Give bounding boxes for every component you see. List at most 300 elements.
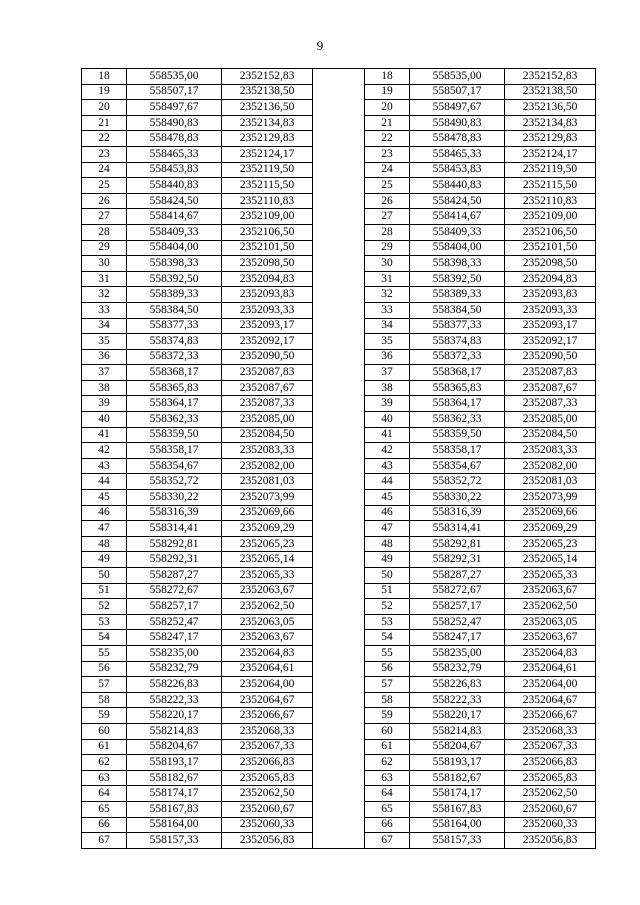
right-x-coordinate-cell: 558358,17	[410, 443, 505, 459]
left-point-number-cell: 23	[82, 146, 127, 162]
right-point-number-cell: 37	[365, 365, 410, 381]
table-row	[82, 739, 596, 755]
column-gap	[313, 84, 365, 100]
left-x-coordinate-cell: 558292,81	[127, 536, 222, 552]
left-y-coordinate-cell: 2352094,83	[222, 271, 313, 287]
coordinates-table	[81, 68, 596, 849]
table-row	[82, 770, 596, 786]
column-gap	[313, 677, 365, 693]
table-row	[82, 661, 596, 677]
right-y-coordinate-cell: 2352115,50	[505, 178, 596, 194]
right-y-coordinate-cell: 2352119,50	[505, 162, 596, 178]
left-x-coordinate-cell: 558292,31	[127, 552, 222, 568]
column-gap	[313, 739, 365, 755]
left-y-coordinate-cell: 2352064,83	[222, 645, 313, 661]
right-x-coordinate-cell: 558167,83	[410, 801, 505, 817]
column-gap	[313, 536, 365, 552]
left-point-number-cell: 44	[82, 474, 127, 490]
left-y-coordinate-cell: 2352129,83	[222, 131, 313, 147]
left-x-coordinate-cell: 558377,33	[127, 318, 222, 334]
left-point-number-cell: 54	[82, 630, 127, 646]
right-x-coordinate-cell: 558314,41	[410, 521, 505, 537]
right-y-coordinate-cell: 2352066,67	[505, 708, 596, 724]
right-x-coordinate-cell: 558232,79	[410, 661, 505, 677]
left-x-coordinate-cell: 558535,00	[127, 69, 222, 85]
right-point-number-cell: 43	[365, 458, 410, 474]
table-row	[82, 396, 596, 412]
left-point-number-cell: 61	[82, 739, 127, 755]
left-y-coordinate-cell: 2352064,61	[222, 661, 313, 677]
table-row	[82, 552, 596, 568]
left-x-coordinate-cell: 558272,67	[127, 583, 222, 599]
left-y-coordinate-cell: 2352073,99	[222, 490, 313, 506]
right-y-coordinate-cell: 2352062,50	[505, 786, 596, 802]
left-x-coordinate-cell: 558404,00	[127, 240, 222, 256]
left-point-number-cell: 24	[82, 162, 127, 178]
right-x-coordinate-cell: 558392,50	[410, 271, 505, 287]
column-gap	[313, 287, 365, 303]
left-y-coordinate-cell: 2352066,67	[222, 708, 313, 724]
right-y-coordinate-cell: 2352098,50	[505, 256, 596, 272]
left-y-coordinate-cell: 2352106,50	[222, 224, 313, 240]
left-y-coordinate-cell: 2352062,50	[222, 599, 313, 615]
left-point-number-cell: 36	[82, 349, 127, 365]
left-y-coordinate-cell: 2352062,50	[222, 786, 313, 802]
right-y-coordinate-cell: 2352064,67	[505, 692, 596, 708]
left-x-coordinate-cell: 558257,17	[127, 599, 222, 615]
right-x-coordinate-cell: 558414,67	[410, 209, 505, 225]
right-x-coordinate-cell: 558507,17	[410, 84, 505, 100]
right-y-coordinate-cell: 2352084,50	[505, 427, 596, 443]
left-point-number-cell: 28	[82, 224, 127, 240]
right-point-number-cell: 52	[365, 599, 410, 615]
table-row	[82, 240, 596, 256]
right-point-number-cell: 34	[365, 318, 410, 334]
column-gap	[313, 365, 365, 381]
right-point-number-cell: 49	[365, 552, 410, 568]
left-x-coordinate-cell: 558193,17	[127, 755, 222, 771]
left-x-coordinate-cell: 558330,22	[127, 490, 222, 506]
column-gap	[313, 490, 365, 506]
right-point-number-cell: 40	[365, 412, 410, 428]
left-x-coordinate-cell: 558372,33	[127, 349, 222, 365]
left-y-coordinate-cell: 2352109,00	[222, 209, 313, 225]
right-y-coordinate-cell: 2352152,83	[505, 69, 596, 85]
left-x-coordinate-cell: 558252,47	[127, 614, 222, 630]
left-point-number-cell: 26	[82, 193, 127, 209]
left-y-coordinate-cell: 2352087,83	[222, 365, 313, 381]
right-x-coordinate-cell: 558257,17	[410, 599, 505, 615]
table-row	[82, 115, 596, 131]
left-x-coordinate-cell: 558478,83	[127, 131, 222, 147]
right-point-number-cell: 63	[365, 770, 410, 786]
right-y-coordinate-cell: 2352093,83	[505, 287, 596, 303]
right-point-number-cell: 54	[365, 630, 410, 646]
left-y-coordinate-cell: 2352136,50	[222, 100, 313, 116]
column-gap	[313, 755, 365, 771]
right-point-number-cell: 58	[365, 692, 410, 708]
left-y-coordinate-cell: 2352110,83	[222, 193, 313, 209]
left-x-coordinate-cell: 558507,17	[127, 84, 222, 100]
left-x-coordinate-cell: 558220,17	[127, 708, 222, 724]
left-y-coordinate-cell: 2352093,17	[222, 318, 313, 334]
table-row	[82, 146, 596, 162]
left-point-number-cell: 47	[82, 521, 127, 537]
right-y-coordinate-cell: 2352062,50	[505, 599, 596, 615]
right-y-coordinate-cell: 2352069,66	[505, 505, 596, 521]
table-row	[82, 833, 596, 849]
left-y-coordinate-cell: 2352065,14	[222, 552, 313, 568]
column-gap	[313, 396, 365, 412]
left-x-coordinate-cell: 558414,67	[127, 209, 222, 225]
left-y-coordinate-cell: 2352090,50	[222, 349, 313, 365]
right-y-coordinate-cell: 2352065,83	[505, 770, 596, 786]
right-point-number-cell: 42	[365, 443, 410, 459]
right-x-coordinate-cell: 558157,33	[410, 833, 505, 849]
column-gap	[313, 193, 365, 209]
table-row	[82, 521, 596, 537]
column-gap	[313, 568, 365, 584]
left-x-coordinate-cell: 558364,17	[127, 396, 222, 412]
left-point-number-cell: 45	[82, 490, 127, 506]
right-y-coordinate-cell: 2352060,33	[505, 817, 596, 833]
column-gap	[313, 427, 365, 443]
left-x-coordinate-cell: 558247,17	[127, 630, 222, 646]
right-x-coordinate-cell: 558292,31	[410, 552, 505, 568]
right-x-coordinate-cell: 558354,67	[410, 458, 505, 474]
left-point-number-cell: 49	[82, 552, 127, 568]
table-row	[82, 69, 596, 85]
right-x-coordinate-cell: 558330,22	[410, 490, 505, 506]
table-row	[82, 380, 596, 396]
right-x-coordinate-cell: 558424,50	[410, 193, 505, 209]
right-y-coordinate-cell: 2352136,50	[505, 100, 596, 116]
left-point-number-cell: 51	[82, 583, 127, 599]
left-point-number-cell: 50	[82, 568, 127, 584]
column-gap	[313, 692, 365, 708]
left-point-number-cell: 39	[82, 396, 127, 412]
right-y-coordinate-cell: 2352063,05	[505, 614, 596, 630]
left-y-coordinate-cell: 2352085,00	[222, 412, 313, 428]
right-point-number-cell: 39	[365, 396, 410, 412]
right-point-number-cell: 23	[365, 146, 410, 162]
right-point-number-cell: 55	[365, 645, 410, 661]
column-gap	[313, 224, 365, 240]
left-y-coordinate-cell: 2352063,05	[222, 614, 313, 630]
right-y-coordinate-cell: 2352138,50	[505, 84, 596, 100]
right-y-coordinate-cell: 2352101,50	[505, 240, 596, 256]
column-gap	[313, 770, 365, 786]
right-y-coordinate-cell: 2352093,17	[505, 318, 596, 334]
right-x-coordinate-cell: 558389,33	[410, 287, 505, 303]
table-row	[82, 427, 596, 443]
table-row	[82, 412, 596, 428]
table-row	[82, 224, 596, 240]
table-row	[82, 178, 596, 194]
right-x-coordinate-cell: 558352,72	[410, 474, 505, 490]
left-x-coordinate-cell: 558354,67	[127, 458, 222, 474]
column-gap	[313, 599, 365, 615]
right-y-coordinate-cell: 2352087,33	[505, 396, 596, 412]
right-y-coordinate-cell: 2352068,33	[505, 723, 596, 739]
right-point-number-cell: 57	[365, 677, 410, 693]
column-gap	[313, 645, 365, 661]
left-y-coordinate-cell: 2352069,29	[222, 521, 313, 537]
left-y-coordinate-cell: 2352093,33	[222, 302, 313, 318]
left-point-number-cell: 43	[82, 458, 127, 474]
right-point-number-cell: 64	[365, 786, 410, 802]
left-y-coordinate-cell: 2352082,00	[222, 458, 313, 474]
left-y-coordinate-cell: 2352092,17	[222, 334, 313, 350]
table-row	[82, 162, 596, 178]
left-x-coordinate-cell: 558424,50	[127, 193, 222, 209]
coordinates-table-body	[82, 69, 596, 849]
right-x-coordinate-cell: 558374,83	[410, 334, 505, 350]
left-point-number-cell: 62	[82, 755, 127, 771]
column-gap	[313, 661, 365, 677]
left-point-number-cell: 56	[82, 661, 127, 677]
table-row	[82, 256, 596, 272]
right-x-coordinate-cell: 558384,50	[410, 302, 505, 318]
right-x-coordinate-cell: 558174,17	[410, 786, 505, 802]
left-x-coordinate-cell: 558392,50	[127, 271, 222, 287]
right-x-coordinate-cell: 558272,67	[410, 583, 505, 599]
right-x-coordinate-cell: 558465,33	[410, 146, 505, 162]
right-y-coordinate-cell: 2352065,14	[505, 552, 596, 568]
column-gap	[313, 817, 365, 833]
right-point-number-cell: 56	[365, 661, 410, 677]
right-x-coordinate-cell: 558453,83	[410, 162, 505, 178]
left-point-number-cell: 60	[82, 723, 127, 739]
left-x-coordinate-cell: 558389,33	[127, 287, 222, 303]
left-y-coordinate-cell: 2352065,83	[222, 770, 313, 786]
left-y-coordinate-cell: 2352087,67	[222, 380, 313, 396]
column-gap	[313, 474, 365, 490]
table-row	[82, 193, 596, 209]
column-gap	[313, 614, 365, 630]
left-x-coordinate-cell: 558167,83	[127, 801, 222, 817]
right-point-number-cell: 25	[365, 178, 410, 194]
left-point-number-cell: 27	[82, 209, 127, 225]
left-x-coordinate-cell: 558490,83	[127, 115, 222, 131]
table-row	[82, 474, 596, 490]
right-y-coordinate-cell: 2352124,17	[505, 146, 596, 162]
right-x-coordinate-cell: 558478,83	[410, 131, 505, 147]
left-x-coordinate-cell: 558409,33	[127, 224, 222, 240]
right-y-coordinate-cell: 2352134,83	[505, 115, 596, 131]
left-point-number-cell: 22	[82, 131, 127, 147]
right-point-number-cell: 48	[365, 536, 410, 552]
right-y-coordinate-cell: 2352109,00	[505, 209, 596, 225]
right-y-coordinate-cell: 2352063,67	[505, 583, 596, 599]
right-x-coordinate-cell: 558398,33	[410, 256, 505, 272]
right-point-number-cell: 45	[365, 490, 410, 506]
left-point-number-cell: 37	[82, 365, 127, 381]
left-y-coordinate-cell: 2352060,67	[222, 801, 313, 817]
right-point-number-cell: 66	[365, 817, 410, 833]
left-point-number-cell: 19	[82, 84, 127, 100]
left-y-coordinate-cell: 2352063,67	[222, 583, 313, 599]
right-y-coordinate-cell: 2352082,00	[505, 458, 596, 474]
right-y-coordinate-cell: 2352065,33	[505, 568, 596, 584]
right-y-coordinate-cell: 2352092,17	[505, 334, 596, 350]
right-point-number-cell: 67	[365, 833, 410, 849]
table-row	[82, 786, 596, 802]
left-point-number-cell: 21	[82, 115, 127, 131]
right-x-coordinate-cell: 558497,67	[410, 100, 505, 116]
right-point-number-cell: 60	[365, 723, 410, 739]
right-point-number-cell: 46	[365, 505, 410, 521]
column-gap	[313, 318, 365, 334]
right-y-coordinate-cell: 2352129,83	[505, 131, 596, 147]
table-row	[82, 568, 596, 584]
right-x-coordinate-cell: 558404,00	[410, 240, 505, 256]
left-point-number-cell: 65	[82, 801, 127, 817]
left-y-coordinate-cell: 2352098,50	[222, 256, 313, 272]
table-row	[82, 458, 596, 474]
left-y-coordinate-cell: 2352065,23	[222, 536, 313, 552]
table-row	[82, 302, 596, 318]
column-gap	[313, 209, 365, 225]
right-x-coordinate-cell: 558252,47	[410, 614, 505, 630]
right-point-number-cell: 35	[365, 334, 410, 350]
left-y-coordinate-cell: 2352065,33	[222, 568, 313, 584]
left-point-number-cell: 53	[82, 614, 127, 630]
left-point-number-cell: 30	[82, 256, 127, 272]
left-y-coordinate-cell: 2352069,66	[222, 505, 313, 521]
right-y-coordinate-cell: 2352060,67	[505, 801, 596, 817]
left-x-coordinate-cell: 558465,33	[127, 146, 222, 162]
right-point-number-cell: 27	[365, 209, 410, 225]
column-gap	[313, 630, 365, 646]
left-y-coordinate-cell: 2352093,83	[222, 287, 313, 303]
right-y-coordinate-cell: 2352110,83	[505, 193, 596, 209]
right-x-coordinate-cell: 558365,83	[410, 380, 505, 396]
left-y-coordinate-cell: 2352063,67	[222, 630, 313, 646]
right-x-coordinate-cell: 558235,00	[410, 645, 505, 661]
right-y-coordinate-cell: 2352067,33	[505, 739, 596, 755]
table-row	[82, 583, 596, 599]
column-gap	[313, 302, 365, 318]
left-x-coordinate-cell: 558157,33	[127, 833, 222, 849]
right-x-coordinate-cell: 558377,33	[410, 318, 505, 334]
table-row	[82, 817, 596, 833]
left-point-number-cell: 33	[82, 302, 127, 318]
right-y-coordinate-cell: 2352093,33	[505, 302, 596, 318]
right-y-coordinate-cell: 2352066,83	[505, 755, 596, 771]
left-y-coordinate-cell: 2352124,17	[222, 146, 313, 162]
right-y-coordinate-cell: 2352087,83	[505, 365, 596, 381]
right-point-number-cell: 31	[365, 271, 410, 287]
left-y-coordinate-cell: 2352083,33	[222, 443, 313, 459]
column-gap	[313, 240, 365, 256]
column-gap	[313, 146, 365, 162]
table-row	[82, 349, 596, 365]
right-point-number-cell: 36	[365, 349, 410, 365]
right-x-coordinate-cell: 558220,17	[410, 708, 505, 724]
right-y-coordinate-cell: 2352083,33	[505, 443, 596, 459]
right-point-number-cell: 24	[365, 162, 410, 178]
left-x-coordinate-cell: 558368,17	[127, 365, 222, 381]
right-point-number-cell: 61	[365, 739, 410, 755]
right-point-number-cell: 51	[365, 583, 410, 599]
right-y-coordinate-cell: 2352085,00	[505, 412, 596, 428]
left-point-number-cell: 41	[82, 427, 127, 443]
right-x-coordinate-cell: 558490,83	[410, 115, 505, 131]
table-row	[82, 599, 596, 615]
left-point-number-cell: 25	[82, 178, 127, 194]
left-y-coordinate-cell: 2352064,67	[222, 692, 313, 708]
right-point-number-cell: 50	[365, 568, 410, 584]
right-point-number-cell: 28	[365, 224, 410, 240]
left-y-coordinate-cell: 2352101,50	[222, 240, 313, 256]
left-point-number-cell: 42	[82, 443, 127, 459]
column-gap	[313, 131, 365, 147]
column-gap	[313, 521, 365, 537]
column-gap	[313, 583, 365, 599]
right-point-number-cell: 26	[365, 193, 410, 209]
left-point-number-cell: 63	[82, 770, 127, 786]
left-x-coordinate-cell: 558374,83	[127, 334, 222, 350]
left-x-coordinate-cell: 558352,72	[127, 474, 222, 490]
left-x-coordinate-cell: 558384,50	[127, 302, 222, 318]
left-point-number-cell: 46	[82, 505, 127, 521]
table-row	[82, 801, 596, 817]
table-row	[82, 271, 596, 287]
left-x-coordinate-cell: 558453,83	[127, 162, 222, 178]
left-y-coordinate-cell: 2352064,00	[222, 677, 313, 693]
column-gap	[313, 443, 365, 459]
right-x-coordinate-cell: 558204,67	[410, 739, 505, 755]
left-point-number-cell: 52	[82, 599, 127, 615]
right-point-number-cell: 30	[365, 256, 410, 272]
column-gap	[313, 162, 365, 178]
right-x-coordinate-cell: 558247,17	[410, 630, 505, 646]
left-x-coordinate-cell: 558398,33	[127, 256, 222, 272]
table-row	[82, 614, 596, 630]
right-point-number-cell: 59	[365, 708, 410, 724]
left-y-coordinate-cell: 2352115,50	[222, 178, 313, 194]
left-y-coordinate-cell: 2352068,33	[222, 723, 313, 739]
right-point-number-cell: 22	[365, 131, 410, 147]
table-row	[82, 365, 596, 381]
left-y-coordinate-cell: 2352067,33	[222, 739, 313, 755]
right-point-number-cell: 33	[365, 302, 410, 318]
right-y-coordinate-cell: 2352073,99	[505, 490, 596, 506]
column-gap	[313, 100, 365, 116]
table-row	[82, 645, 596, 661]
table-row	[82, 708, 596, 724]
left-point-number-cell: 66	[82, 817, 127, 833]
right-x-coordinate-cell: 558368,17	[410, 365, 505, 381]
column-gap	[313, 458, 365, 474]
column-gap	[313, 412, 365, 428]
right-x-coordinate-cell: 558535,00	[410, 69, 505, 85]
right-point-number-cell: 38	[365, 380, 410, 396]
right-point-number-cell: 65	[365, 801, 410, 817]
left-point-number-cell: 31	[82, 271, 127, 287]
right-point-number-cell: 53	[365, 614, 410, 630]
left-point-number-cell: 35	[82, 334, 127, 350]
column-gap	[313, 69, 365, 85]
left-x-coordinate-cell: 558497,67	[127, 100, 222, 116]
table-row	[82, 131, 596, 147]
left-y-coordinate-cell: 2352138,50	[222, 84, 313, 100]
right-x-coordinate-cell: 558182,67	[410, 770, 505, 786]
left-x-coordinate-cell: 558362,33	[127, 412, 222, 428]
left-x-coordinate-cell: 558204,67	[127, 739, 222, 755]
left-x-coordinate-cell: 558174,17	[127, 786, 222, 802]
